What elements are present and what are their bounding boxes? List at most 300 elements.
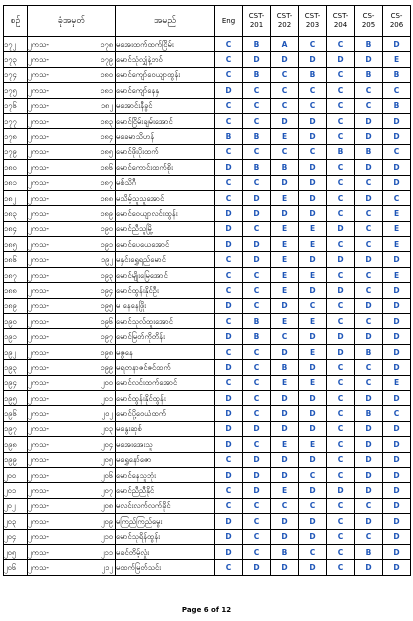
grade-cell: B [355, 344, 383, 359]
roll-number: ၂၀၄ [100, 439, 113, 449]
roll-cell [28, 421, 116, 436]
table-row [4, 544, 411, 559]
table-row [4, 37, 411, 52]
grade-cell: C [215, 175, 243, 190]
grade-cell: C [327, 175, 355, 190]
table-row [4, 129, 411, 144]
serial-cell: ၁၈၈ [4, 283, 28, 298]
serial-cell: ၁၉၆ [4, 406, 28, 421]
grade-cell: C [327, 206, 355, 221]
roll-cell [28, 467, 116, 482]
grade-cell: E [299, 221, 327, 236]
serial-cell: ၁၈၁ [4, 175, 28, 190]
grade-cell: E [383, 237, 411, 252]
grade-cell: E [299, 237, 327, 252]
grade-cell: C [215, 113, 243, 128]
grade-cell: C [215, 283, 243, 298]
roll-cell [28, 498, 116, 513]
grade-cell: D [383, 344, 411, 359]
grade-cell: C [215, 144, 243, 159]
roll-number: ၁၈၉ [100, 208, 113, 218]
grade-cell: C [243, 113, 271, 128]
roll-number: ၂၀၂ [101, 409, 113, 419]
grade-cell: C [327, 452, 355, 467]
roll-prefix: ၂ကသ- [28, 147, 49, 157]
grade-cell: C [243, 360, 271, 375]
grade-cell: D [383, 421, 411, 436]
grade-cell: D [383, 329, 411, 344]
serial-cell: ၁၉၃ [4, 360, 28, 375]
roll-prefix: ၂ကသ- [28, 486, 49, 496]
table-row [4, 237, 411, 252]
grade-cell: C [355, 175, 383, 190]
grade-cell: C [215, 37, 243, 52]
roll-number: ၁၉၁ [100, 239, 113, 249]
results-table [3, 5, 411, 576]
roll-prefix: ၂ကသ- [28, 39, 49, 49]
grade-cell: D [271, 529, 299, 544]
roll-number: ၁၉၄ [100, 285, 113, 295]
name-cell: မောင်သုရိန်ထွန်း [116, 529, 215, 544]
table-row [4, 206, 411, 221]
roll-cell [28, 175, 116, 190]
grade-cell: D [299, 52, 327, 67]
name-cell: မခေမာသိဟန် [116, 129, 215, 144]
serial-cell: ၂၀၄ [4, 529, 28, 544]
grade-cell: D [243, 421, 271, 436]
name-cell: မခင်တိမ့်လှုံး [116, 544, 215, 559]
name-cell: မောင်ထွန်းနိုင်ထွန်း [116, 390, 215, 405]
grade-cell: C [243, 406, 271, 421]
grade-cell: D [383, 113, 411, 128]
grade-cell: E [271, 283, 299, 298]
name-cell: မထက်မြတ်သင်း [116, 560, 215, 575]
grade-cell: D [355, 252, 383, 267]
roll-number: ၁၉၆ [100, 316, 113, 326]
table-row [4, 529, 411, 544]
grade-cell: D [271, 514, 299, 529]
grade-cell: D [355, 437, 383, 452]
grade-cell: C [355, 206, 383, 221]
serial-cell: ၁၉၁ [4, 329, 28, 344]
table-row [4, 298, 411, 313]
grade-cell: C [215, 483, 243, 498]
name-cell: မောင်ဝေယျာလင်းထွန်း [116, 206, 215, 221]
grade-cell: D [215, 421, 243, 436]
grade-cell: D [271, 406, 299, 421]
roll-cell [28, 160, 116, 175]
grade-cell: B [299, 67, 327, 82]
roll-number: ၁၈၂ [100, 101, 113, 111]
grade-cell: D [243, 252, 271, 267]
roll-cell [28, 37, 116, 52]
grade-cell: D [299, 329, 327, 344]
grade-cell: E [383, 267, 411, 282]
roll-prefix: ၂ကသ- [28, 501, 49, 511]
grade-cell: C [215, 344, 243, 359]
grade-cell: C [215, 560, 243, 575]
grade-cell: C [383, 144, 411, 159]
name-cell: မောင်နေသူဘုံး [116, 467, 215, 482]
grade-cell: C [243, 283, 271, 298]
grade-cell: B [243, 129, 271, 144]
header-cs205: CS- 205 [355, 6, 383, 37]
grade-cell: D [383, 129, 411, 144]
grade-cell: C [327, 113, 355, 128]
grade-cell: C [327, 514, 355, 529]
roll-number: ၁၉၅ [100, 301, 113, 311]
grade-cell: C [327, 375, 355, 390]
roll-number: ၁၈၃ [100, 116, 113, 126]
grade-cell: C [271, 83, 299, 98]
name-cell: မောင်သုလ်ထူးအောင် [116, 314, 215, 329]
roll-number: ၂၀၈ [100, 501, 113, 511]
name-cell: မရွှေနော်ဇော [116, 452, 215, 467]
grade-cell: C [383, 406, 411, 421]
grade-cell: D [215, 329, 243, 344]
grade-cell: C [243, 529, 271, 544]
grade-cell: D [243, 467, 271, 482]
grade-cell: C [327, 98, 355, 113]
table-row [4, 421, 411, 436]
grade-cell: C [215, 267, 243, 282]
roll-prefix: ၂ကသ- [28, 132, 49, 142]
grade-cell: D [271, 52, 299, 67]
roll-cell [28, 483, 116, 498]
roll-number: ၁၉၈ [100, 347, 113, 357]
grade-cell: D [299, 514, 327, 529]
serial-cell: ၁၇၂ [4, 37, 28, 52]
grade-cell: D [215, 221, 243, 236]
grade-cell: D [327, 483, 355, 498]
grade-cell: D [271, 560, 299, 575]
grade-cell: C [327, 498, 355, 513]
roll-cell [28, 406, 116, 421]
roll-cell [28, 344, 116, 359]
roll-prefix: ၂ကသ- [28, 316, 49, 326]
roll-cell [28, 360, 116, 375]
grade-cell: C [243, 221, 271, 236]
grade-cell: D [243, 237, 271, 252]
grade-cell: C [327, 190, 355, 205]
grade-cell: B [355, 544, 383, 559]
roll-prefix: ၂ကသ- [28, 116, 49, 126]
name-cell: မောင်သုံလျှံနဲ့ဘဝ် [116, 52, 215, 67]
serial-cell: ၂၀၅ [4, 544, 28, 559]
grade-cell: C [327, 529, 355, 544]
grade-cell: C [243, 267, 271, 282]
roll-prefix: ၂ကသ- [28, 224, 49, 234]
grade-cell: D [355, 329, 383, 344]
grade-cell: E [299, 344, 327, 359]
name-cell: မသိမ့်သူသူအောင် [116, 190, 215, 205]
roll-cell [28, 544, 116, 559]
table-row [4, 252, 411, 267]
serial-cell: ၁၈၆ [4, 252, 28, 267]
roll-number: ၂၀၁ [100, 393, 113, 403]
grade-cell: D [383, 37, 411, 52]
name-cell: မအေးအေးသူ [116, 437, 215, 452]
header-cst201: CST- 201 [243, 6, 271, 37]
grade-cell: C [327, 314, 355, 329]
header-cs206: CS- 206 [383, 6, 411, 37]
header-roll: ခုံအမှတ် [28, 6, 116, 37]
serial-cell: ၁၈၀ [4, 160, 28, 175]
roll-number: ၁၉၀ [100, 224, 113, 234]
grade-cell: C [271, 98, 299, 113]
page-footer: Page 6 of 12 [181, 606, 232, 614]
roll-number: ၂၀၉ [100, 516, 113, 526]
grade-cell: B [271, 360, 299, 375]
grade-cell: E [383, 206, 411, 221]
header-name: အမည် [116, 6, 215, 37]
roll-number: ၂၀၆ [100, 470, 113, 480]
grade-cell: D [299, 160, 327, 175]
grade-cell: D [383, 160, 411, 175]
name-cell: မောင်ညီသူမြို့ [116, 221, 215, 236]
grade-cell: C [299, 298, 327, 313]
grade-cell: B [271, 544, 299, 559]
roll-cell [28, 144, 116, 159]
serial-cell: ၂၀၆ [4, 560, 28, 575]
roll-cell [28, 252, 116, 267]
roll-cell [28, 529, 116, 544]
grade-cell: D [355, 452, 383, 467]
grade-cell: E [271, 237, 299, 252]
roll-number: ၁၈၆ [100, 162, 113, 172]
grade-cell: E [299, 437, 327, 452]
roll-number: ၂၁၀ [100, 532, 113, 542]
roll-prefix: ၂ကသ- [28, 516, 49, 526]
grade-cell: E [299, 267, 327, 282]
grade-cell: C [383, 190, 411, 205]
serial-cell: ၂၀၂ [4, 498, 28, 513]
roll-prefix: ၂ကသ- [28, 347, 49, 357]
roll-cell [28, 514, 116, 529]
grade-cell: C [215, 67, 243, 82]
grade-cell: D [383, 544, 411, 559]
grade-cell: E [299, 375, 327, 390]
serial-cell: ၁၇၉ [4, 144, 28, 159]
roll-number: ၁၈၀ [100, 70, 113, 80]
header-cst202: CST- 202 [271, 6, 299, 37]
table-row [4, 344, 411, 359]
grade-cell: D [299, 452, 327, 467]
grade-cell: E [271, 483, 299, 498]
grade-cell: D [355, 113, 383, 128]
grade-cell: D [383, 390, 411, 405]
grade-cell: D [271, 298, 299, 313]
roll-cell [28, 98, 116, 113]
serial-cell: ၂၀၃ [4, 514, 28, 529]
name-cell: မအေးထက်ထက်ငြိမ်း [116, 37, 215, 52]
grade-cell: D [299, 190, 327, 205]
grade-cell: C [243, 175, 271, 190]
roll-prefix: ၂ကသ- [28, 193, 49, 203]
grade-cell: D [299, 421, 327, 436]
roll-number: ၁၇၈ [100, 39, 113, 49]
grade-cell: C [243, 83, 271, 98]
name-cell: မောင်ကျော်ဝေယျာထွန်း [116, 67, 215, 82]
grade-cell: B [243, 314, 271, 329]
table-row [4, 498, 411, 513]
roll-cell [28, 329, 116, 344]
grade-cell: D [271, 113, 299, 128]
grade-cell: D [299, 483, 327, 498]
roll-number: ၂၀၀ [100, 378, 113, 388]
grade-cell: C [355, 529, 383, 544]
serial-cell: ၁၉၉ [4, 452, 28, 467]
grade-cell: C [243, 498, 271, 513]
roll-number: ၁၈၄ [100, 132, 113, 142]
roll-prefix: ၂ကသ- [28, 301, 49, 311]
grade-cell: B [355, 37, 383, 52]
serial-cell: ၁၉၂ [4, 344, 28, 359]
grade-cell: C [299, 98, 327, 113]
grade-cell: D [383, 514, 411, 529]
roll-cell [28, 129, 116, 144]
grade-cell: D [383, 452, 411, 467]
roll-prefix: ၂ကသ- [28, 439, 49, 449]
roll-prefix: ၂ကသ- [28, 362, 49, 372]
roll-prefix: ၂ကသ- [28, 562, 49, 572]
grade-cell: C [327, 467, 355, 482]
serial-cell: ၁၇၇ [4, 113, 28, 128]
roll-cell [28, 52, 116, 67]
serial-cell: ၁၈၂ [4, 190, 28, 205]
name-cell: မောင်မြတ်ကိုတိန်း [116, 329, 215, 344]
roll-number: ၁၈၁ [100, 85, 113, 95]
roll-prefix: ၂ကသ- [28, 455, 49, 465]
roll-number: ၂၀၅ [100, 455, 113, 465]
table-row [4, 467, 411, 482]
roll-cell [28, 283, 116, 298]
grade-cell: D [383, 314, 411, 329]
grade-cell: D [215, 529, 243, 544]
table-row [4, 483, 411, 498]
grade-cell: D [243, 190, 271, 205]
grade-cell: C [299, 498, 327, 513]
grade-cell: C [243, 98, 271, 113]
grade-cell: C [243, 375, 271, 390]
grade-cell: B [243, 160, 271, 175]
table-row [4, 514, 411, 529]
grade-cell: C [243, 544, 271, 559]
header-eng: Eng [215, 6, 243, 37]
roll-cell [28, 83, 116, 98]
table-row [4, 67, 411, 82]
grade-cell: D [215, 467, 243, 482]
table-row [4, 83, 411, 98]
roll-prefix: ၂ကသ- [28, 178, 49, 188]
grade-cell: D [383, 360, 411, 375]
serial-cell: ၁၉၈ [4, 437, 28, 452]
grade-cell: C [215, 98, 243, 113]
table-row [4, 329, 411, 344]
roll-prefix: ၂ကသ- [28, 85, 49, 95]
roll-prefix: ၂ကသ- [28, 532, 49, 542]
roll-number: ၂၀၃ [100, 424, 113, 434]
name-cell: မောင်ဖိုးပိုးထက် [116, 144, 215, 159]
grade-cell: D [215, 298, 243, 313]
grade-cell: D [271, 344, 299, 359]
grade-cell: D [355, 514, 383, 529]
grade-cell: D [271, 390, 299, 405]
roll-prefix: ၂ကသ- [28, 470, 49, 480]
grade-cell: C [327, 37, 355, 52]
grade-cell: D [327, 283, 355, 298]
grade-cell: C [355, 314, 383, 329]
grade-cell: D [383, 560, 411, 575]
name-cell: မဇွနေ [116, 344, 215, 359]
table-row [4, 113, 411, 128]
grade-cell: C [327, 437, 355, 452]
grade-cell: B [243, 37, 271, 52]
table-row [4, 390, 411, 405]
serial-cell: ၂၀၁ [4, 483, 28, 498]
grade-cell: C [215, 252, 243, 267]
grade-cell: B [243, 329, 271, 344]
roll-number: ၂၁၂ [101, 562, 113, 572]
grade-cell: D [355, 390, 383, 405]
grade-cell: C [355, 98, 383, 113]
grade-cell: C [327, 360, 355, 375]
grade-cell: C [327, 129, 355, 144]
grade-cell: C [299, 144, 327, 159]
table-row [4, 221, 411, 236]
roll-cell [28, 452, 116, 467]
grade-cell: D [355, 52, 383, 67]
header-serial: စဉ် [4, 6, 28, 37]
grade-cell: C [355, 83, 383, 98]
roll-cell [28, 190, 116, 205]
roll-prefix: ၂ကသ- [28, 285, 49, 295]
roll-prefix: ၂ကသ- [28, 70, 49, 80]
grade-cell: D [215, 83, 243, 98]
grade-cell: E [271, 190, 299, 205]
roll-cell [28, 437, 116, 452]
grade-cell: C [327, 406, 355, 421]
grade-cell: C [327, 298, 355, 313]
grade-cell: D [299, 113, 327, 128]
grade-cell: C [243, 514, 271, 529]
serial-cell: ၁၈၃ [4, 206, 28, 221]
grade-cell: D [355, 467, 383, 482]
grade-cell: C [355, 221, 383, 236]
grade-cell: C [243, 437, 271, 452]
name-cell: မလင်းလက်လက်ခိုင် [116, 498, 215, 513]
table-row [4, 375, 411, 390]
grade-cell: D [299, 560, 327, 575]
grade-cell: A [271, 37, 299, 52]
grade-cell: B [243, 67, 271, 82]
name-cell: မောင်လင်းထက်အောင် [116, 375, 215, 390]
roll-number: ၁၈၈ [100, 193, 113, 203]
roll-cell [28, 221, 116, 236]
name-cell: မောင်ထွန်းနိုင်ဦး [116, 283, 215, 298]
header-row [4, 6, 411, 37]
roll-number: ၁၈၅ [100, 147, 113, 157]
grade-cell: D [327, 329, 355, 344]
grade-cell: D [327, 252, 355, 267]
serial-cell: ၁၈၉ [4, 298, 28, 313]
roll-number: ၁၇၉ [100, 55, 113, 65]
serial-cell: ၁၈၅ [4, 237, 28, 252]
roll-cell [28, 206, 116, 221]
grade-cell: C [215, 452, 243, 467]
grade-cell: D [327, 52, 355, 67]
grade-cell: E [299, 314, 327, 329]
